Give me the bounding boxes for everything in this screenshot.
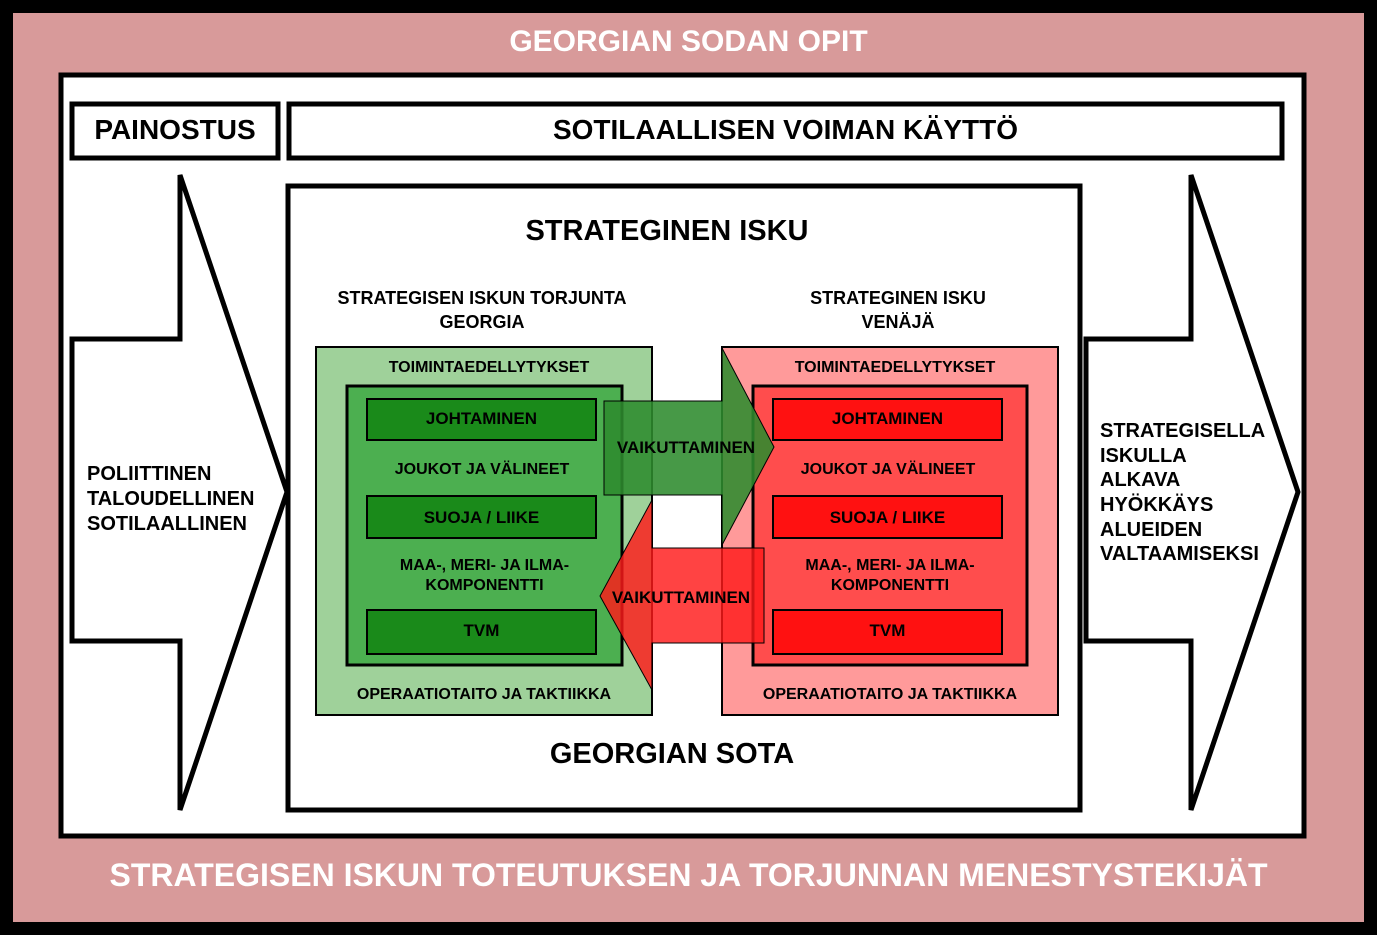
center-bottom-title: GEORGIAN SOTA [549, 738, 795, 770]
russia-protection-label: SUOJA / LIIKE [829, 508, 946, 527]
russia-prerequisites-label: TOIMINTAEDELLYTYKSET [794, 359, 996, 376]
right-arrow-line-6: VALTAAMISEKSI [1100, 543, 1259, 565]
russia-tactics-label: OPERAATIOTAITO JA TAKTIIKKA [762, 686, 1018, 703]
diagram-footer: STRATEGISEN ISKUN TOTEUTUKSEN JA TORJUNNAN MENESTYSTEKIJÄT [109, 857, 1268, 893]
georgia-prerequisites-label: TOIMINTAEDELLYTYKSET [388, 359, 590, 376]
left-arrow-line-3: SOTILAALLINEN [87, 513, 247, 535]
georgia-components-line-1: MAA-, MERI- JA ILMA- [399, 557, 570, 574]
georgia-command-label: JOHTAMINEN [425, 409, 538, 428]
influence-right-label: VAIKUTTAMINEN [616, 438, 756, 457]
georgia-title-line-2: GEORGIA [439, 312, 525, 332]
right-arrow-line-4: HYÖKKÄYS [1100, 494, 1214, 516]
russia-command-label: JOHTAMINEN [831, 409, 944, 428]
right-arrow-line-5: ALUEIDEN [1100, 519, 1203, 541]
right-arrow-line-1: STRATEGISELLA [1100, 420, 1266, 442]
georgia-tactics-label: OPERAATIOTAITO JA TAKTIIKKA [356, 686, 612, 703]
main-header-label: SOTILAALLISEN VOIMAN KÄYTTÖ [552, 114, 1019, 145]
diagram-title: GEORGIAN SODAN OPIT [509, 25, 868, 58]
russia-components-line-2: KOMPONENTTI [830, 577, 950, 594]
influence-left-label: VAIKUTTAMINEN [611, 588, 751, 607]
russia-forces-label: JOUKOT JA VÄLINEET [800, 461, 976, 478]
left-arrow-line-1: POLIITTINEN [87, 463, 212, 485]
georgia-components-line-2: KOMPONENTTI [425, 577, 544, 594]
russia-tvm-label: TVM [869, 621, 906, 640]
georgia-title-line-1: STRATEGISEN ISKUN TORJUNTA [337, 288, 627, 308]
georgia-protection-label: SUOJA / LIIKE [423, 508, 540, 527]
georgia-forces-label: JOUKOT JA VÄLINEET [394, 461, 570, 478]
georgia-tvm-label: TVM [463, 621, 500, 640]
right-arrow-line-2: ISKULLA [1100, 445, 1187, 467]
center-title: STRATEGINEN ISKU [525, 215, 809, 247]
russia-title-line-2: VENÄJÄ [861, 312, 935, 332]
left-arrow-line-2: TALOUDELLINEN [87, 488, 255, 510]
left-header-label: PAINOSTUS [94, 114, 256, 145]
russia-components-line-1: MAA-, MERI- JA ILMA- [805, 557, 975, 574]
russia-title-line-1: STRATEGINEN ISKU [810, 288, 986, 308]
right-arrow-line-3: ALKAVA [1100, 469, 1181, 491]
